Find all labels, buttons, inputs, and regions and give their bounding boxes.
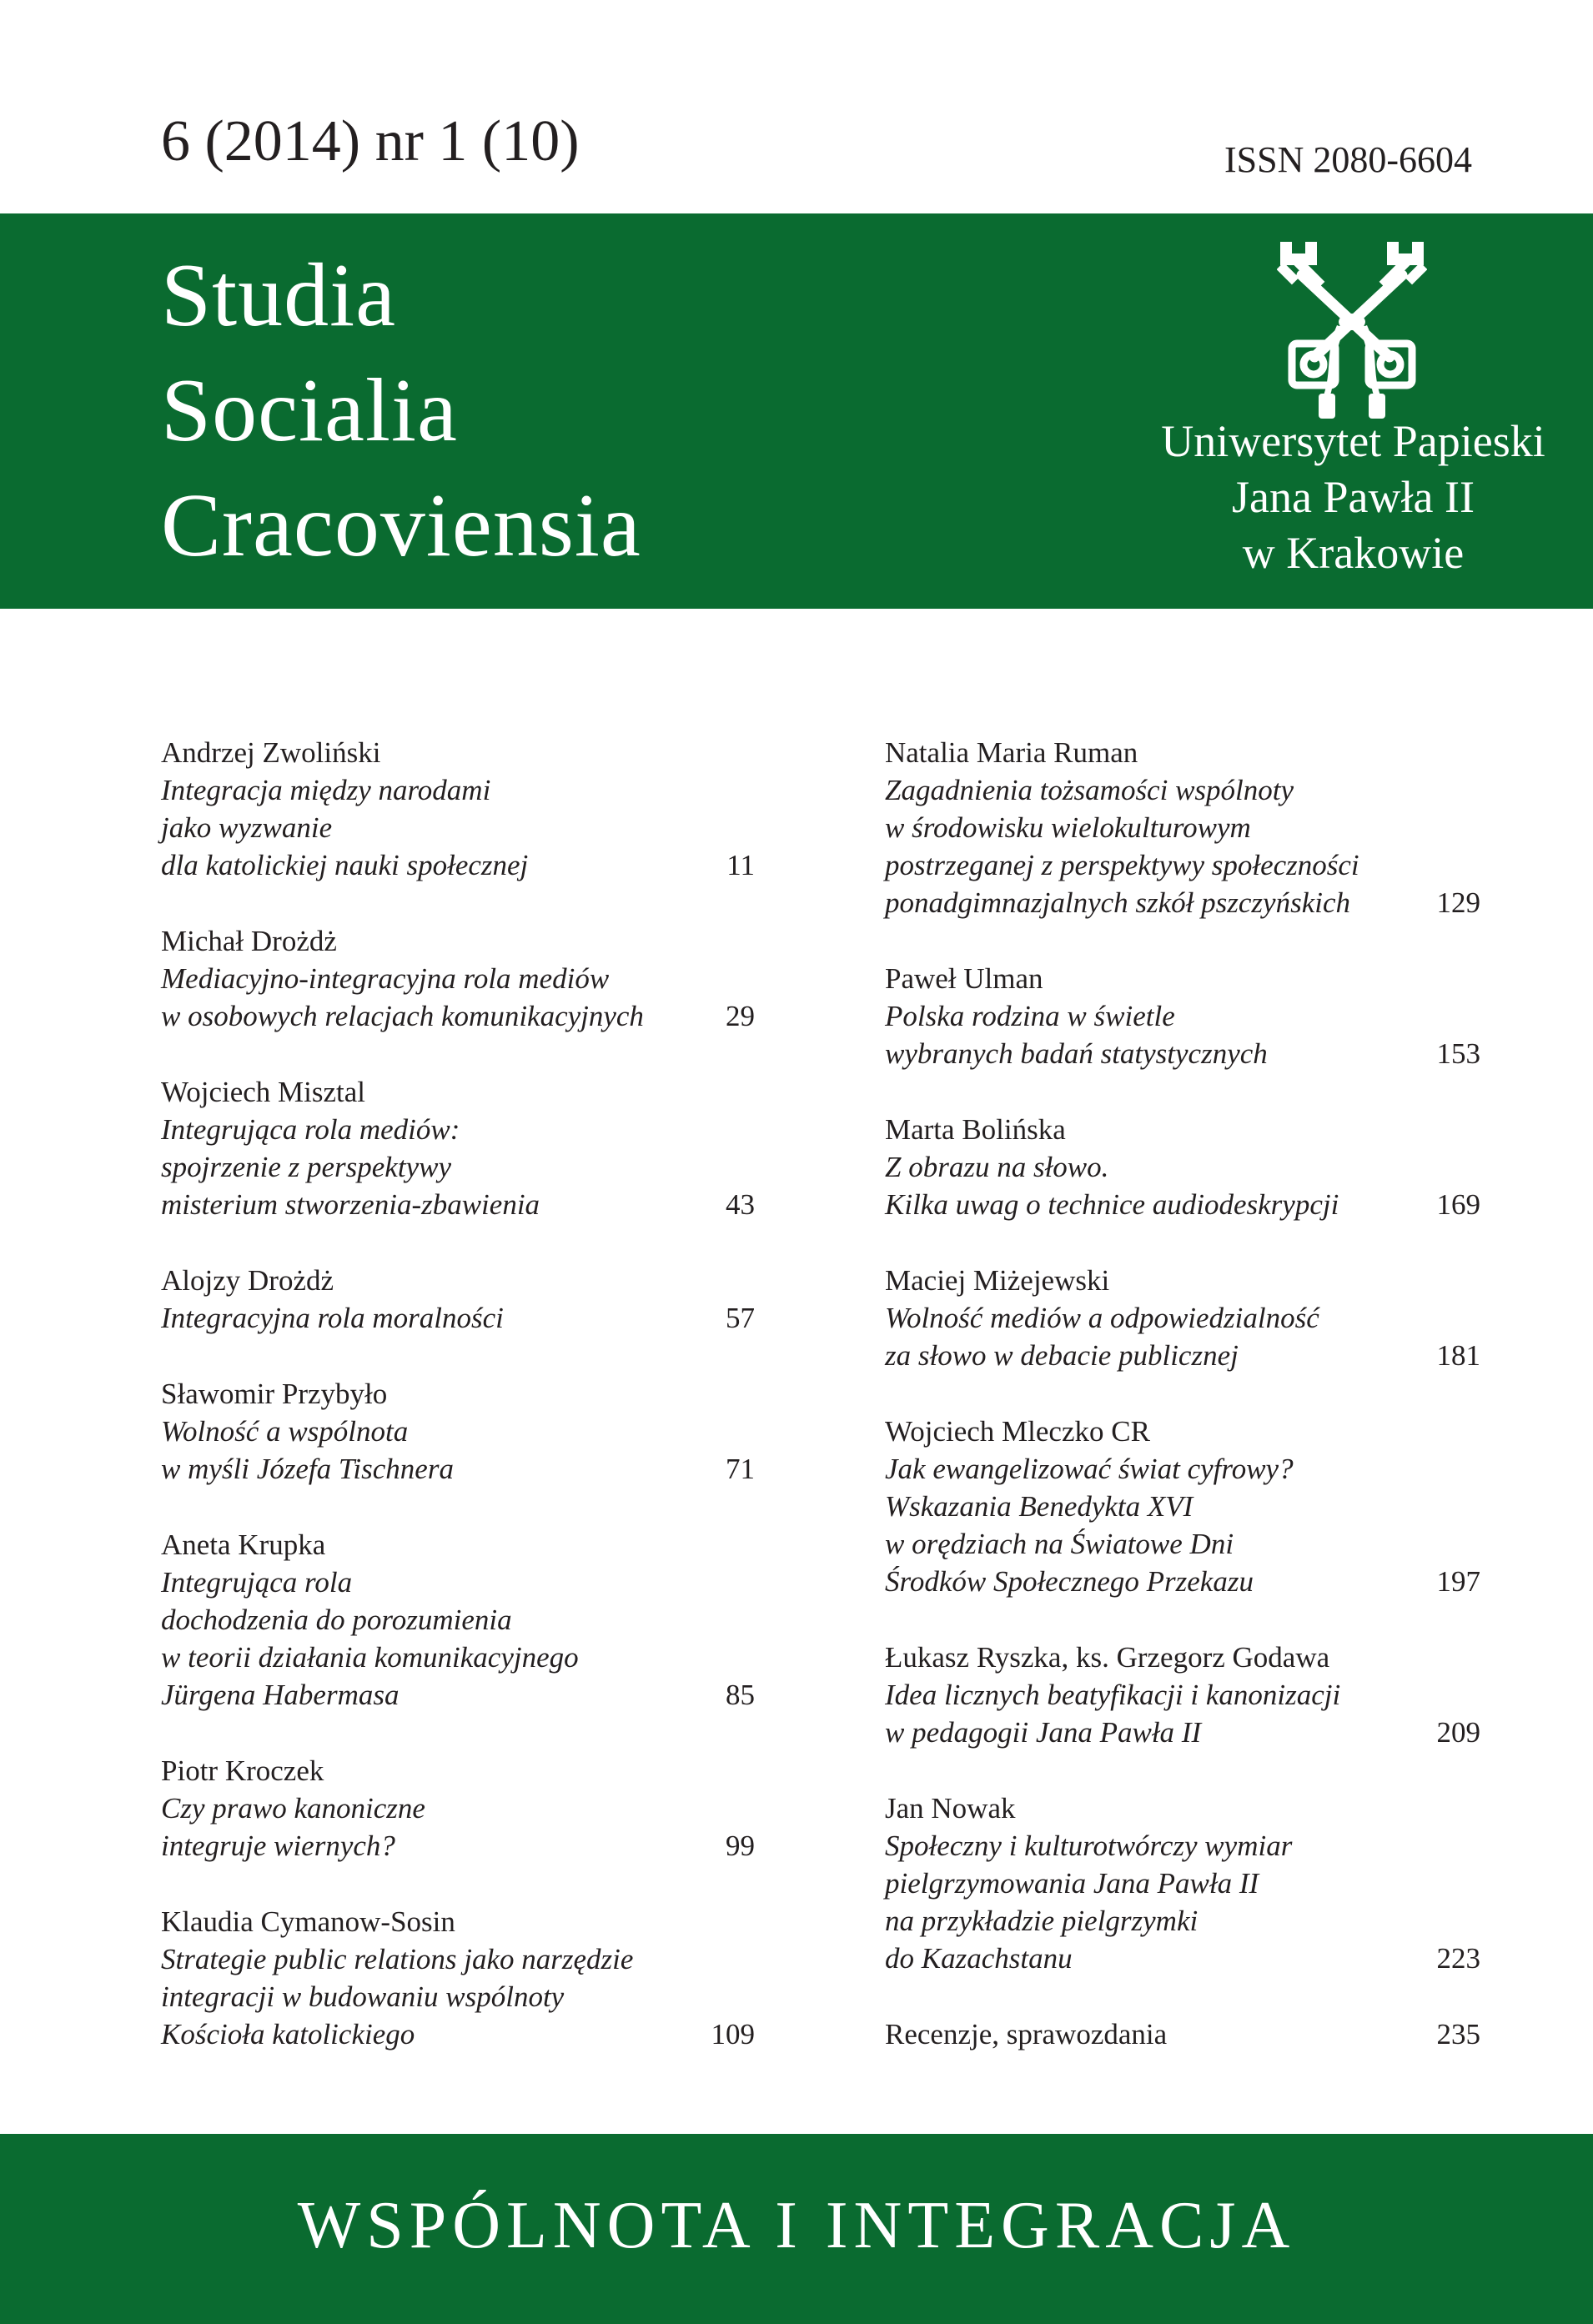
toc-entry [161,1073,755,1223]
toc-title-line: Mediacyjno-integracyjna rola mediów [161,962,610,995]
toc-entry [885,1639,1480,1751]
toc-entry [161,1903,755,2053]
publisher-line: Uniwersytet Papieski [1161,416,1545,466]
toc-page-number: 29 [726,1000,755,1032]
toc-title-line: Wskazania Benedykta XVI [885,1490,1193,1523]
toc-page-number: 209 [1436,1716,1480,1749]
toc-entry [161,922,755,1035]
toc-title-line: Z obrazu na słowo. [885,1151,1109,1183]
toc-author: Jan Nowak [885,1792,1016,1825]
toc-title-line: w myśli Józefa Tischnera [161,1453,454,1485]
toc-title-line: Czy prawo kanoniczne [161,1792,425,1825]
toc-title-line: Jak ewangelizować świat cyfrowy? [885,1453,1294,1485]
toc-entry [161,1262,755,1337]
toc-title-line: Jürgena Habermasa [161,1679,400,1711]
toc-title-line: na przykładzie pielgrzymki [885,1905,1199,1937]
toc-page-number: 235 [1436,2018,1480,2050]
issue-number: 6 (2014) nr 1 (10) [161,109,580,173]
toc-title-line: w osobowych relacjach komunikacyjnych [161,1000,644,1032]
toc-author: Łukasz Ryszka, ks. Grzegorz Godawa [885,1641,1330,1674]
title-band [0,213,1593,609]
reviews-label: Recenzje, sprawozdania [885,2018,1168,2050]
theme-band [0,2134,1593,2324]
toc-author: Piotr Kroczek [161,1754,324,1787]
toc-title-line: Integracyjna rola moralności [161,1302,504,1334]
publisher-line: w Krakowie [1242,528,1465,578]
toc-entry [885,960,1480,1072]
toc-page-number: 85 [726,1679,755,1711]
toc-page-number: 223 [1436,1942,1480,1975]
toc-title-line: dla katolickiej nauki społecznej [161,849,529,881]
toc-entry [885,1789,1480,1977]
toc-title-line: Integrująca rola mediów: [161,1113,460,1146]
issn: ISSN 2080-6604 [1224,139,1472,180]
issue-theme: WSPÓLNOTA I INTEGRACJA [297,2189,1296,2262]
toc-entry [885,734,1480,921]
toc-author: Michał Drożdż [161,925,337,957]
toc-title-line: Idea licznych beatyfikacji i kanonizacji [885,1679,1341,1711]
toc-page-number: 153 [1436,1037,1480,1070]
toc-author: Aneta Krupka [161,1528,326,1561]
toc-author: Alojzy Drożdż [161,1264,334,1297]
toc-title-line: spojrzenie z perspektywy [161,1151,451,1183]
toc-entry [161,1752,755,1865]
toc-title-line: Strategie public relations jako narzędzie [161,1943,634,1975]
journal-title-line: Studia [161,246,397,345]
journal-title [161,238,641,584]
toc-entry [885,1262,1480,1374]
toc-author: Paweł Ulman [885,962,1043,995]
toc-author: Maciej Miżejewski [885,1264,1110,1297]
toc-author: Wojciech Misztal [161,1076,366,1108]
toc-author: Natalia Maria Ruman [885,736,1138,769]
toc-page-number: 43 [726,1188,755,1221]
toc-page-number: 11 [726,849,755,881]
toc-right-column [885,734,1480,2091]
toc-entry [161,1375,755,1488]
toc-page-number: 129 [1436,886,1480,919]
toc-page-number: 71 [726,1453,755,1485]
toc-entry [885,1413,1480,1600]
toc-title-line: Wolność mediów a odpowiedzialność [885,1302,1319,1334]
toc-title-line: pielgrzymowania Jana Pawła II [885,1867,1259,1900]
toc-title-line: w pedagogii Jana Pawła II [885,1716,1202,1749]
toc-title-line: w środowisku wielokulturowym [885,811,1251,844]
toc-author: Andrzej Zwoliński [161,736,381,769]
publisher-line: Jana Pawła II [1232,472,1475,522]
toc-title-line: dochodzenia do porozumienia [161,1604,512,1636]
toc-author: Marta Bolińska [885,1113,1066,1146]
toc-entry [885,1111,1480,1223]
toc-entry-reviews [885,2015,1480,2053]
toc-title-line: Integrująca rola [161,1566,353,1599]
toc-title-line: Kościoła katolickiego [161,2018,415,2050]
toc-title-line: Integracja między narodami [161,774,491,806]
publisher-name [1109,414,1593,581]
toc-title-line: w orędziach na Światowe Dni [885,1528,1234,1560]
toc-title-line: do Kazachstanu [885,1942,1073,1975]
toc-entry [161,734,755,884]
toc-page-number: 99 [726,1830,755,1862]
journal-title-line: Socialia [161,361,458,460]
toc-author: Klaudia Cymanow-Sosin [161,1905,455,1938]
toc-title-line: misterium stworzenia-zbawienia [161,1188,540,1221]
toc-title-line: w teorii działania komunikacyjnego [161,1641,579,1674]
toc-title-line: Kilka uwag o technice audiodeskrypcji [885,1188,1339,1221]
toc-title-line: za słowo w debacie publicznej [885,1339,1239,1372]
journal-title-line: Cracoviensia [161,476,641,575]
crossed-keys-icon [1277,238,1427,422]
toc-title-line: postrzeganej z perspektywy społeczności [885,849,1359,881]
toc-page-number: 169 [1436,1188,1480,1221]
toc-title-line: Polska rodzina w świetle [885,1000,1175,1032]
toc-page-number: 109 [711,2018,755,2050]
toc-title-line: integruje wiernych? [161,1830,395,1862]
toc-author: Wojciech Mleczko CR [885,1415,1150,1448]
toc-entry [161,1526,755,1714]
toc-left-column [161,734,755,2091]
toc-title-line: ponadgimnazjalnych szkół pszczyńskich [885,886,1350,919]
toc-title-line: Społeczny i kulturotwórczy wymiar [885,1830,1293,1862]
toc-title-line: jako wyzwanie [161,811,333,844]
toc-author: Sławomir Przybyło [161,1378,388,1410]
toc-title-line: Wolność a wspólnota [161,1415,409,1448]
key-bit-right [1379,242,1427,289]
toc-title-line: wybranych badań statystycznych [885,1037,1268,1070]
toc-page-number: 197 [1436,1565,1480,1598]
toc-page-number: 181 [1436,1339,1480,1372]
toc-title-line: Zagadnienia tożsamości wspólnoty [885,774,1294,806]
toc-title-line: integracji w budowaniu wspólnoty [161,1980,565,2013]
toc-page-number: 57 [726,1302,755,1334]
toc-title-line: Środków Społecznego Przekazu [885,1565,1254,1598]
key-bit-left [1277,242,1324,289]
